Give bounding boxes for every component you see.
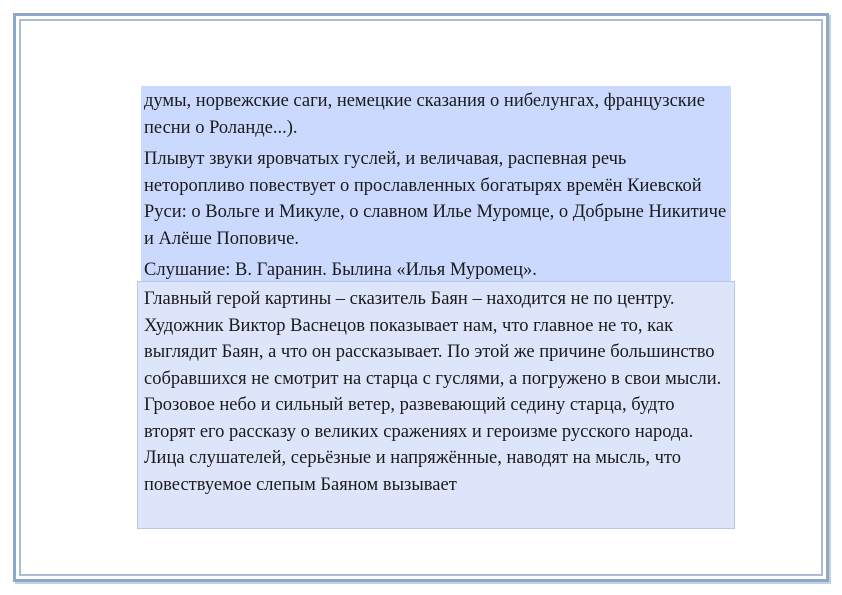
listening-paragraph: Слушание: В. Гаранин. Былина «Илья Муромец».: [144, 260, 537, 280]
text-block-epics: [141, 86, 731, 282]
gusli-paragraph: Плывут звуки яровчатых гуслей, и величавая, распевная речь неторопливо повествует о прославленных богатырях времён Киевской Руси: о Вольге и Микуле, о славном Илье Муромце, о Добрыне Никитиче и Алёше Поповиче.: [144, 149, 727, 249]
epics-continuation-paragraph: думы, норвежские саги, немецкие сказания о нибелунгах, французские песни о Роланде...).: [144, 91, 705, 138]
storm-sky-paragraph: Грозовое небо и сильный ветер, развевающий седину старца, будто вторят его рассказу о великих сражениях и героизме русского народа. Лица слушателей, серьёзные и напряжённые, наводят на мысль, что повествуемое слепым Баяном вызывает: [144, 395, 694, 495]
main-hero-paragraph: Главный герой картины – сказитель Баян – находится не по центру. Художник Виктор Васнецов показывает нам, что главное не то, как выглядит Баян, а что он рассказывает. По этой же причине большинство собравшихся не смотрит на старца с гуслями, а погружено в свои мысли.: [144, 289, 722, 389]
text-block-painting: [137, 281, 735, 529]
